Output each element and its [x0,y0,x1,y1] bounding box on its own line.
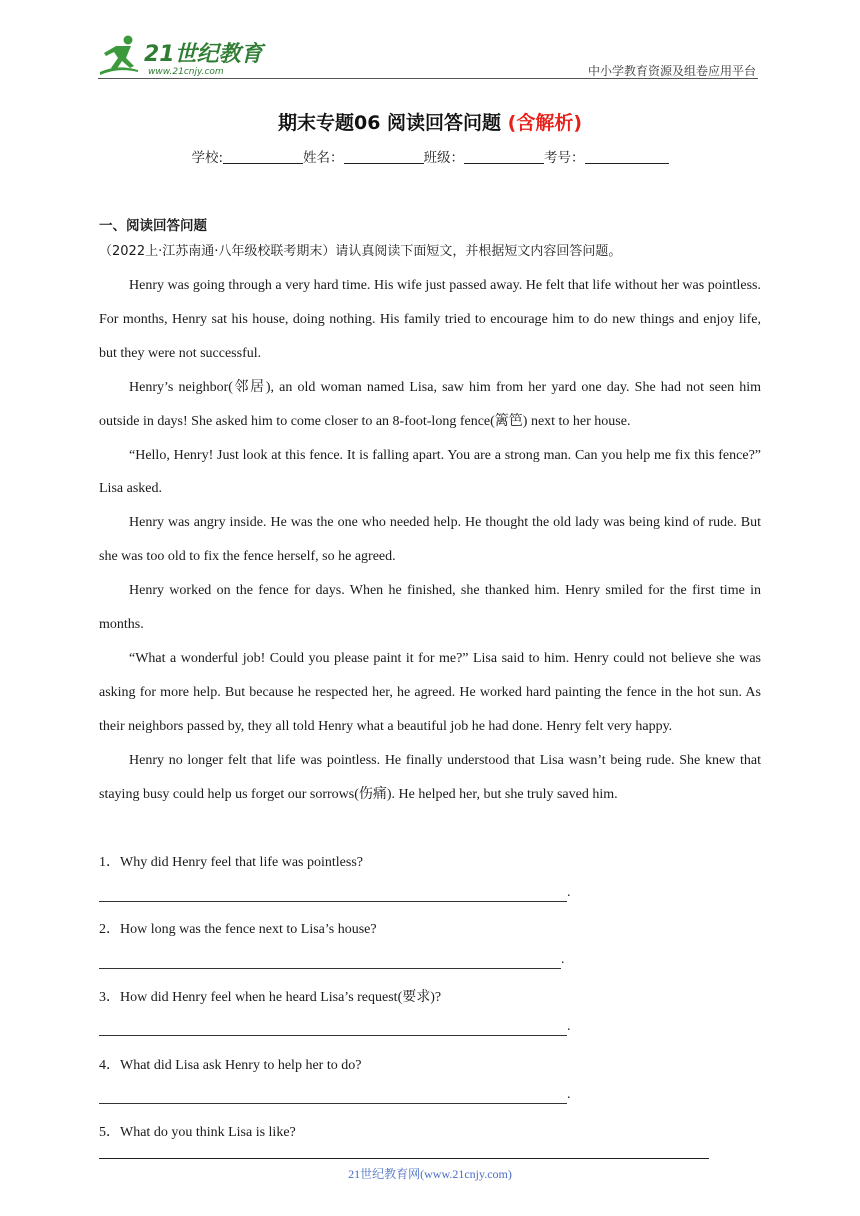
question-2: 2．How long was the fence next to Lisa’s house? [99,922,377,937]
logo-text: 21世纪教育 [144,42,263,67]
passage-paragraph: Henry no longer felt that life was pointless. He finally understood that Lisa wasn’t being rude. She knew that staying busy could help us forget our sorrows(伤痛). He helped her, but she truly saved him. [99,752,761,802]
exam-number-blank[interactable] [585,149,669,164]
page-title [0,108,860,135]
passage-paragraph: Henry was angry inside. He was the one who needed help. He thought the old lady was being kind of rude. But she was too old to fix the fence herself, so he agreed. [99,515,761,565]
21cnjy-logo [98,34,268,80]
question-5: 5．What do you think Lisa is like? [99,1125,296,1140]
answer-line-1[interactable] [99,901,567,902]
school-blank[interactable] [223,149,303,164]
section-heading: 一、阅读回答问题 [99,218,207,234]
question-3: 3．How did Henry feel when he heard Lisa’s request(要求)? [99,990,442,1005]
question-1: 1．Why did Henry feel that life was pointless? [99,855,363,870]
answer-end-3: . [567,1019,571,1034]
passage-paragraph: “Hello, Henry! Just look at this fence. It is falling apart. You are a strong man. Can you help me fix this fence?” Lisa asked. [99,447,761,497]
name-blank[interactable] [344,149,424,164]
name-label: 姓名： [303,150,344,166]
title-suffix: (含解析) [507,112,583,134]
passage-paragraph: Henry was going through a very hard time. His wife just passed away. He felt that life without her was pointless. For months, Henry sat his house, doing nothing. His family tried to encourage him to do new things and enjoy life, but they were not successful. [99,278,761,361]
header-divider [98,78,758,79]
page-header [98,34,758,80]
passage-paragraph: “What a wonderful job! Could you please paint it for me?” Lisa said to him. Henry could not believe she was asking for more help. But because he respected her, he agreed. He worked hard painting the fence in the hot sun. As their neighbors passed by, they all told Henry what a beautiful job he had done. Henry felt very happy. [99,650,761,734]
answer-line-4[interactable] [99,1103,567,1104]
question-source: （2022上·江苏南通·八年级校联考期末）请认真阅读下面短文，并根据短文内容回答问题。 [99,244,622,259]
passage-paragraph: Henry worked on the fence for days. When he finished, she thanked him. Henry smiled for the first time in months. [99,583,761,633]
footer-divider [99,1158,709,1159]
answer-end-1: . [567,885,571,900]
school-label: 学校: [191,150,224,166]
platform-name: 中小学教育资源及组卷应用平台 [587,64,756,78]
title-main: 期末专题06 阅读回答问题 [277,112,508,134]
answer-end-2: . [561,952,565,967]
answer-line-2[interactable] [99,968,561,969]
answer-line-3[interactable] [99,1035,567,1036]
student-info-line [0,146,860,166]
footer-text[interactable]: 21世纪教育网(www.21cnjy.com) [348,1167,512,1181]
class-blank[interactable] [464,149,544,164]
question-4: 4．What did Lisa ask Henry to help her to do? [99,1058,362,1073]
reading-passage [99,269,761,812]
logo-url: www.21cnjy.com [148,67,224,77]
class-label: 班级： [423,150,465,166]
exam-label: 考号： [544,150,585,166]
answer-end-4: . [567,1087,571,1102]
passage-paragraph: Henry’s neighbor(邻居), an old woman named Lisa, saw him from her yard one day. She had not seen him outside in days! She asked him to come closer to an 8-foot-long fence(篱笆) next to her house. [99,379,761,429]
